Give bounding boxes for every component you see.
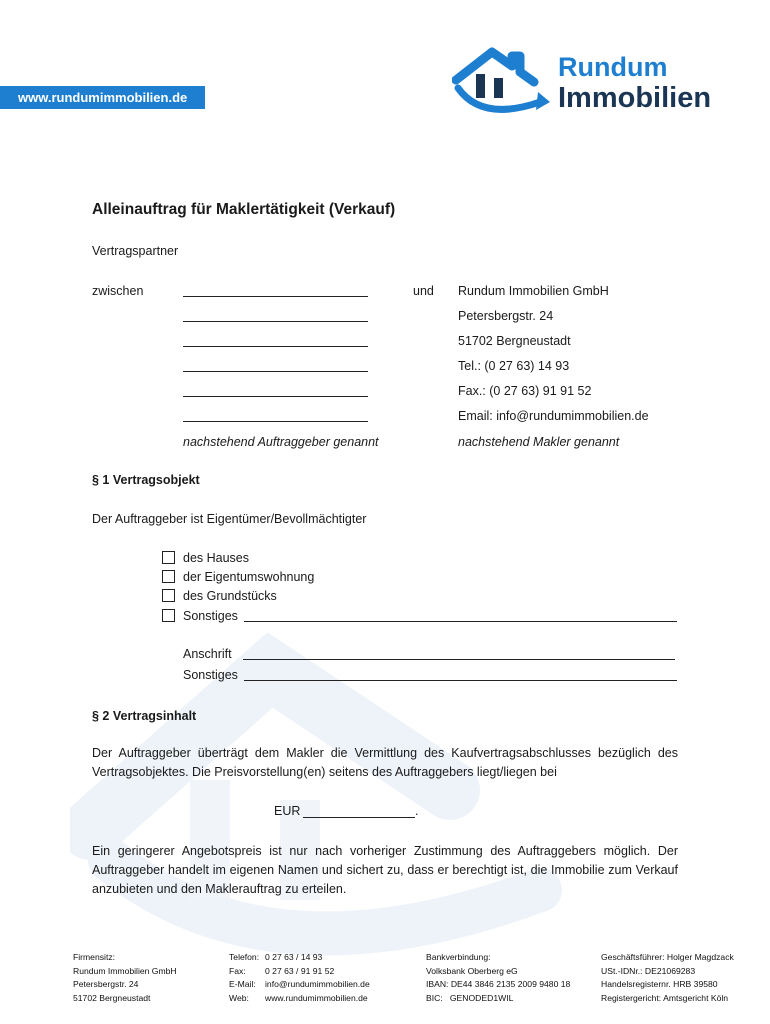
- footer-company-name: Rundum Immobilien GmbH: [73, 965, 177, 976]
- price-input-line[interactable]: [303, 806, 415, 818]
- footer-bank-heading: Bankverbindung:: [426, 952, 491, 962]
- broker-note: nachstehend Makler genannt: [458, 435, 620, 449]
- logo-text-rundum: Rundum: [558, 52, 668, 82]
- broker-phone: Tel.: (0 27 63) 14 93: [458, 359, 570, 373]
- footer-contact-labels: [229, 951, 259, 1005]
- footer-management: [601, 951, 734, 1005]
- footer-vat-id: USt.-IDNr.: DE21069283: [601, 965, 696, 976]
- footer-register-court: Registergericht: Amtsgericht Köln: [601, 992, 729, 1003]
- footer-iban: IBAN: DE44 3846 2135 2009 9480 18: [426, 979, 571, 989]
- client-input-line[interactable]: [183, 410, 368, 422]
- option-other-label: Sonstiges: [183, 609, 238, 623]
- section2-heading: § 2 Vertragsinhalt: [92, 709, 197, 723]
- checkbox-other[interactable]: [162, 609, 175, 622]
- and-label: und: [413, 284, 434, 298]
- footer-company-heading: Firmensitz:: [73, 952, 116, 962]
- client-input-line[interactable]: [183, 360, 368, 372]
- section1-heading: § 1 Vertragsobjekt: [92, 473, 200, 487]
- currency-label: EUR: [274, 804, 301, 818]
- footer-email-link[interactable]: info@rundumimmobilien.de: [265, 979, 370, 989]
- address-input-line[interactable]: [243, 648, 675, 660]
- footer-phone-label: Telefon:: [229, 952, 260, 962]
- between-label: zwischen: [92, 284, 144, 298]
- option-house-label: des Hauses: [183, 551, 250, 565]
- footer-company: [73, 951, 177, 1005]
- broker-city: 51702 Bergneustadt: [458, 334, 571, 348]
- website-banner: www.rundumimmobilien.de: [0, 86, 205, 109]
- footer-fax: 0 27 63 / 91 91 52: [265, 965, 335, 976]
- client-input-line[interactable]: [183, 385, 368, 397]
- checkbox-apartment[interactable]: [162, 570, 175, 583]
- partners-label: Vertragspartner: [92, 244, 179, 258]
- footer-bank-name: Volksbank Oberberg eG: [426, 965, 518, 976]
- footer-contact-values: [265, 951, 370, 1005]
- footer-web-label: Web:: [229, 992, 249, 1003]
- footer-company-street: Petersbergstr. 24: [73, 979, 139, 989]
- price-period: .: [415, 804, 419, 818]
- document-title: Alleinauftrag für Maklertätigkeit (Verkauf): [92, 201, 396, 218]
- section2-paragraph1: Der Auftraggeber überträgt dem Makler die Vermittlung des Kaufvertragsabschlusses bezüglich des Vertragsobjektes. Die Preisvorstellung(en) seitens des Auftraggebers liegt/liegen bei: [92, 746, 678, 779]
- section1-intro: Der Auftraggeber ist Eigentümer/Bevollmächtigter: [92, 512, 367, 526]
- option-plot-label: des Grundstücks: [183, 589, 277, 603]
- footer-phone: 0 27 63 / 14 93: [265, 952, 323, 962]
- footer-ceo: Geschäftsführer: Holger Magdzack: [601, 952, 734, 962]
- footer-email-label: E-Mail:: [229, 979, 256, 989]
- checkbox-house[interactable]: [162, 551, 175, 564]
- client-input-line[interactable]: [183, 335, 368, 347]
- broker-street: Petersbergstr. 24: [458, 309, 554, 323]
- client-input-line[interactable]: [183, 310, 368, 322]
- broker-fax: Fax.: (0 27 63) 91 91 52: [458, 384, 592, 398]
- other-label: Sonstiges: [183, 668, 238, 682]
- watermark-logo: [70, 630, 630, 970]
- other-details-input-line[interactable]: [244, 669, 677, 681]
- footer-register-number: Handelsregisternr. HRB 39580: [601, 979, 718, 989]
- option-apartment-label: der Eigentumswohnung: [183, 570, 315, 584]
- broker-email: Email: info@rundumimmobilien.de: [458, 409, 649, 423]
- footer-web-link[interactable]: www.rundumimmobilien.de: [265, 992, 368, 1003]
- client-note: nachstehend Auftraggeber genannt: [183, 435, 379, 449]
- footer-company-city: 51702 Bergneustadt: [73, 992, 151, 1003]
- other-input-line[interactable]: [244, 610, 677, 622]
- address-label: Anschrift: [183, 647, 232, 661]
- footer-bic: BIC: GENODED1WIL: [426, 992, 514, 1003]
- client-input-line[interactable]: [183, 285, 368, 297]
- checkbox-plot[interactable]: [162, 589, 175, 602]
- house-logo-icon: [452, 44, 552, 114]
- broker-name: Rundum Immobilien GmbH: [458, 284, 609, 298]
- logo-text-immobilien: Immobilien: [558, 82, 712, 114]
- section2-paragraph2: Ein geringerer Angebotspreis ist nur nach vorheriger Zustimmung des Auftraggebers möglich. Der Auftraggeber handelt im eigenen Namen und sichert zu, dass er berechtigt ist, die Immobilie zum Verkauf anzubieten und den Maklerauftrag zu erteilen.: [92, 844, 678, 896]
- footer-fax-label: Fax:: [229, 965, 246, 976]
- footer-bank: [426, 951, 570, 1005]
